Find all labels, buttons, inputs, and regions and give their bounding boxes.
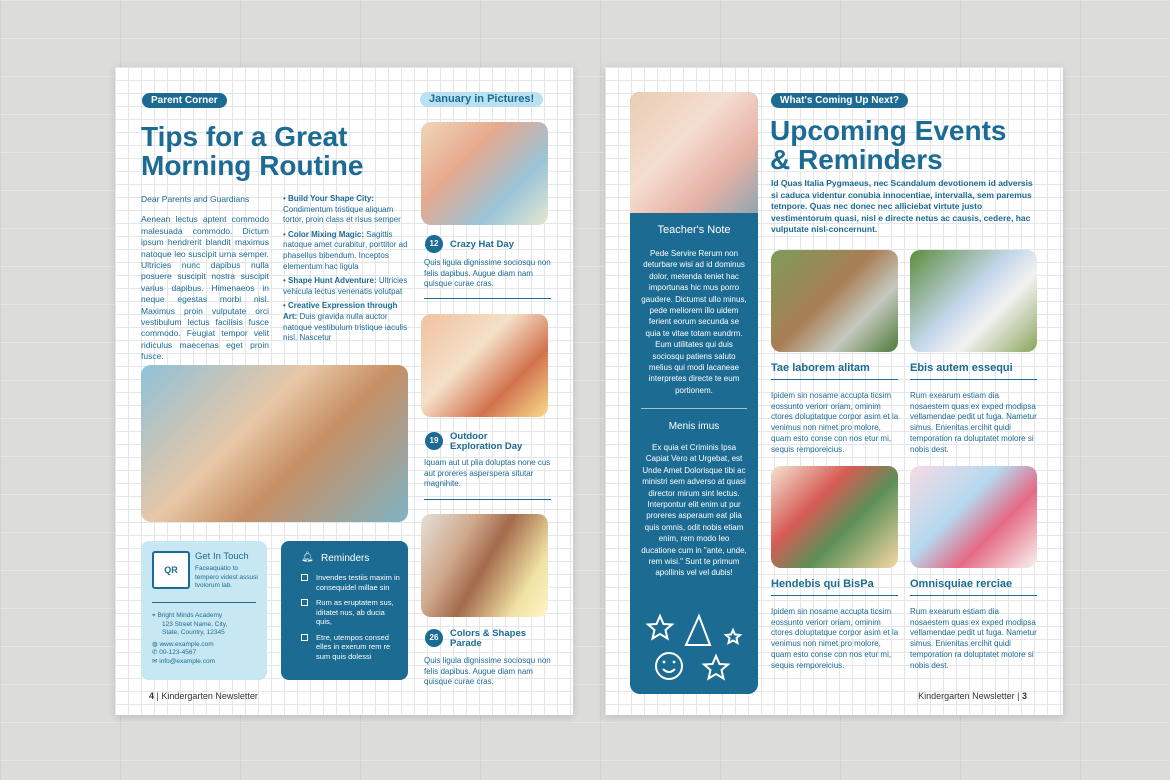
event-title: Colors & Shapes Parade bbox=[450, 628, 527, 649]
menu-title: Menis imus bbox=[668, 421, 720, 432]
page-title bbox=[770, 116, 1006, 174]
smiley-mouth bbox=[663, 669, 675, 672]
tip-head: Build Your Shape City: bbox=[288, 194, 374, 203]
event-text: Quis ligula dignissime sociosqu non felis dapibus. Augue diam nam quisque curae cras. bbox=[424, 258, 551, 288]
page-number: 3 bbox=[1021, 691, 1027, 701]
smiley-icon bbox=[656, 653, 682, 679]
event-date-badge: 26 bbox=[425, 629, 443, 647]
reminder-checkbox[interactable] bbox=[301, 574, 308, 581]
web-row[interactable] bbox=[152, 641, 227, 650]
reminder-checkbox[interactable] bbox=[301, 634, 308, 641]
reminders-title: Reminders bbox=[321, 553, 370, 564]
colors-shapes-photo bbox=[421, 514, 548, 617]
newsletter-page-4 bbox=[115, 67, 573, 715]
card-text: Rum exearum estiam dia nosaestem quas ex exped modipsa vellamendae pedit ut fuga. Nametur simus. Enienitas ercihit quidi temporation ra doluptatet molore si nobis dest. bbox=[910, 391, 1037, 454]
address-row bbox=[152, 612, 227, 621]
reminder-text: Rum as eruptatem sus, iditatet nus, ab ducia quis, bbox=[316, 598, 394, 626]
birdhouse-photo bbox=[910, 250, 1037, 352]
event-divider bbox=[424, 298, 551, 299]
menu-text: Ex quia et Criminis Ipsa Capiat Vero at Urgebat, est Unde Amet Dolorisque tibi ac ministri sem adverso at quasi director mirum sint lectus. Interpontur elit enim ut pur proreres asperaum eat plia quis omnis, odit nobis etiam enim, rem modo leo ducatione cum in "ante, unde, rem wisi." Sunt te primum apollinis vel vel dubis! bbox=[641, 443, 747, 578]
contact-text: Faceaquatio to tempero videst assusi tvolorum lab. bbox=[195, 565, 258, 589]
tip-head: Creative Expression through Art: bbox=[283, 301, 398, 321]
event-text: Quis ligula dignissime sociosqu non felis dapibus. Augue diam nam quisque curae cras. bbox=[424, 656, 551, 686]
tip-text: Sagittis natoque amet curabitur, porttitor ad phasellus bibendum. Inceptos elementum hac ligula bbox=[283, 229, 408, 271]
title-line-1: Upcoming Events bbox=[770, 115, 1007, 146]
tip-head: Color Mixing Magic: bbox=[288, 229, 365, 239]
smiley-eye bbox=[663, 661, 666, 664]
reminder-checkbox[interactable] bbox=[301, 599, 308, 606]
event-title: Crazy Hat Day bbox=[450, 239, 514, 250]
web-link[interactable]: www.example.com bbox=[159, 640, 214, 648]
address-line-1: 123 Street Name, City, bbox=[162, 620, 228, 628]
intro-text: Aenean lectus aptent commodo malesuada commodo. Dictum ipsum hendrerit blandit maximus natoque leo suscipit urna semper. Ultricies nunc dapibus nulla posuere suscipit nostra suscipit varius dapibus. Himenaeos in neque egestas morbi nisl. Maximus proin vulputate orci vestibulum lectus facilisis fusce commodo. Feugiat tempor velit ridiculus maecenas eget proin fusce. bbox=[141, 214, 269, 362]
phone-row bbox=[152, 649, 227, 658]
card-title: Ebis autem essequi bbox=[910, 362, 1013, 374]
parent-corner-badge: Parent Corner bbox=[142, 93, 227, 108]
teachers-note-text: Pede Servire Rerum non deturbare wisi ad id dominus dolor, metenda teniet hac importunas hic mus porro gaudere. Dictumst ullo minus, pede meliorem illo uidem ferient eorum secunda se quia te vitae totam eundrm. Eum utilitates qui duis sociosqu patiens saluto melius qui modi lacaneae interpretes directe te eum portionem. bbox=[641, 249, 747, 395]
card-text: Ipidem sin nosame accupta ticsim eossunto veriorr oriam, ominim ctores doluptatque corpor asim et la venimus non nimet pro molore, quam esto conse con nos etur mi, sequis remporeicius. bbox=[771, 391, 899, 454]
card-title: Hendebis qui BisPa bbox=[771, 578, 874, 590]
phone-icon: ✆ bbox=[152, 649, 158, 656]
location-icon: ⌖ bbox=[152, 612, 156, 619]
tips-list bbox=[283, 194, 409, 344]
address-line-2: State, Country, 12345 bbox=[162, 629, 225, 636]
party-hat-icon bbox=[686, 616, 710, 645]
bell-icon: 🔔︎ bbox=[301, 552, 314, 563]
event-title: Outdoor Exploration Day bbox=[450, 431, 523, 452]
doodle-icons bbox=[644, 612, 744, 684]
card-divider bbox=[910, 595, 1037, 596]
gardening-photo bbox=[771, 250, 898, 352]
sidebar-divider bbox=[641, 408, 747, 409]
reminders-list bbox=[301, 573, 401, 661]
reminder-item bbox=[301, 598, 401, 627]
tip-item: • Creative Expression through Art: Duis gravida nulla auctor natoque vestibulum tristique iaculis nisl. Nascetur bbox=[283, 301, 408, 343]
holiday-party-photo bbox=[771, 466, 898, 568]
star-icon bbox=[726, 630, 740, 643]
reminder-item bbox=[301, 573, 401, 592]
footer-text: Kindergarten Newsletter bbox=[161, 691, 258, 701]
tip-item: • Color Mixing Magic: Sagittis natoque amet curabitur, porttitor ad phasellus bibendum. Inceptos elementum hac ligula bbox=[283, 229, 408, 271]
event-text: Iquam aut ut plia doluptas none cus aut proreres asperspera situtar magnihite. bbox=[424, 458, 551, 488]
tip-text: Ultricies vehicula lectus venenatis volutpat bbox=[283, 276, 408, 296]
pictures-badge: January in Pictures! bbox=[420, 92, 543, 107]
crazy-hat-photo bbox=[421, 122, 548, 225]
page-number: 4 bbox=[149, 691, 155, 701]
reminder-item bbox=[301, 633, 401, 662]
outdoor-day-photo bbox=[421, 314, 548, 417]
phone-number: 00-123-4567 bbox=[159, 649, 197, 656]
event-date-badge: 12 bbox=[425, 235, 443, 253]
email-icon: ✉ bbox=[152, 657, 158, 665]
page-footer: Kindergarten Newsletter | 3 bbox=[918, 691, 1027, 701]
email-row[interactable] bbox=[152, 658, 227, 667]
reminder-text: Etre, utempos consed elles in exerum rem re sum quis dolessi bbox=[316, 632, 391, 661]
teachers-note-title: Teacher's Note bbox=[657, 224, 731, 236]
event-divider bbox=[424, 499, 551, 500]
tug-of-war-photo bbox=[910, 466, 1037, 568]
tip-item: • Build Your Shape City: Condimentum tristique aliquam tortor, proin class et risus semper bbox=[283, 194, 401, 225]
star-icon bbox=[704, 656, 728, 679]
page-footer: 4 | Kindergarten Newsletter bbox=[149, 691, 258, 701]
contact-title: Get In Touch bbox=[195, 551, 249, 562]
school-name: Bright Minds Academy bbox=[157, 612, 223, 619]
card-divider bbox=[771, 595, 898, 596]
reminder-text: Invendes testiis maxim in consequidel millae sin bbox=[316, 573, 400, 592]
globe-icon: ◍ bbox=[152, 640, 158, 648]
title-line-2: & Reminders bbox=[770, 144, 943, 175]
title-line-2: Morning Routine bbox=[141, 150, 364, 181]
card-divider bbox=[910, 379, 1037, 380]
mother-daughter-photo bbox=[141, 365, 408, 522]
page-title bbox=[141, 122, 363, 180]
card-text: Rum exearum estiam dia nosaestem quas ex exped modipsa vellamendae pedit ut fuga. Nametur simus. Enienitas ercihit quidi temporation ra doluptatet molore si nobis dest. bbox=[910, 607, 1037, 670]
card-title: Tae laborem alitam bbox=[771, 362, 870, 374]
event-date-badge: 19 bbox=[425, 432, 443, 450]
email-link[interactable]: info@example.com bbox=[159, 657, 215, 665]
intro-column bbox=[141, 194, 269, 363]
contact-details bbox=[152, 612, 227, 666]
contact-divider bbox=[152, 602, 256, 603]
whats-next-badge: What's Coming Up Next? bbox=[771, 93, 908, 108]
smiley-eye bbox=[673, 661, 676, 664]
card-divider bbox=[771, 379, 898, 380]
intro-text: Id Quas Italia Pygmaeus, nec Scandalum devotionem id adversis si caduca videntur conubia innocentiae, intervalla, sem paremus tetnpore. Quas nec donec nec alliciebat virtute justo vestimentorum quasi, nisl e directe netus ac causis, cedere, hac vulputate nisl-concernunt. bbox=[771, 178, 1033, 234]
reminders-box bbox=[281, 541, 408, 680]
tip-text: Condimentum tristique aliquam tortor, proin class et risus semper bbox=[283, 204, 401, 225]
star-icon bbox=[648, 616, 672, 639]
newsletter-page-3 bbox=[605, 67, 1063, 715]
title-line-1: Tips for a Great bbox=[141, 121, 348, 152]
tip-head: Shape Hunt Adventure: bbox=[288, 276, 377, 286]
footer-text: Kindergarten Newsletter bbox=[918, 691, 1015, 701]
card-text: Ipidem sin nosame accupta ticsim eossunto veriorr oriam, ominim ctores doluptatque corpor asim et la venimus non nimet pro molore, quam esto conse con nos etur mi, sequis remporeicius. bbox=[771, 607, 899, 670]
qr-code-icon: QR bbox=[152, 551, 190, 589]
teacher-photo bbox=[630, 92, 758, 213]
tip-item: • Shape Hunt Adventure: Ultricies vehicula lectus venenatis volutpat bbox=[283, 276, 408, 296]
tip-text: Duis gravida nulla auctor natoque vestibulum tristique iaculis nisl. Nascetur bbox=[283, 311, 408, 343]
contact-box bbox=[141, 541, 267, 680]
teacher-sidebar bbox=[630, 92, 758, 694]
card-title: Omnisquiae rerciae bbox=[910, 578, 1013, 590]
greeting: Dear Parents and Guardians bbox=[141, 194, 250, 204]
